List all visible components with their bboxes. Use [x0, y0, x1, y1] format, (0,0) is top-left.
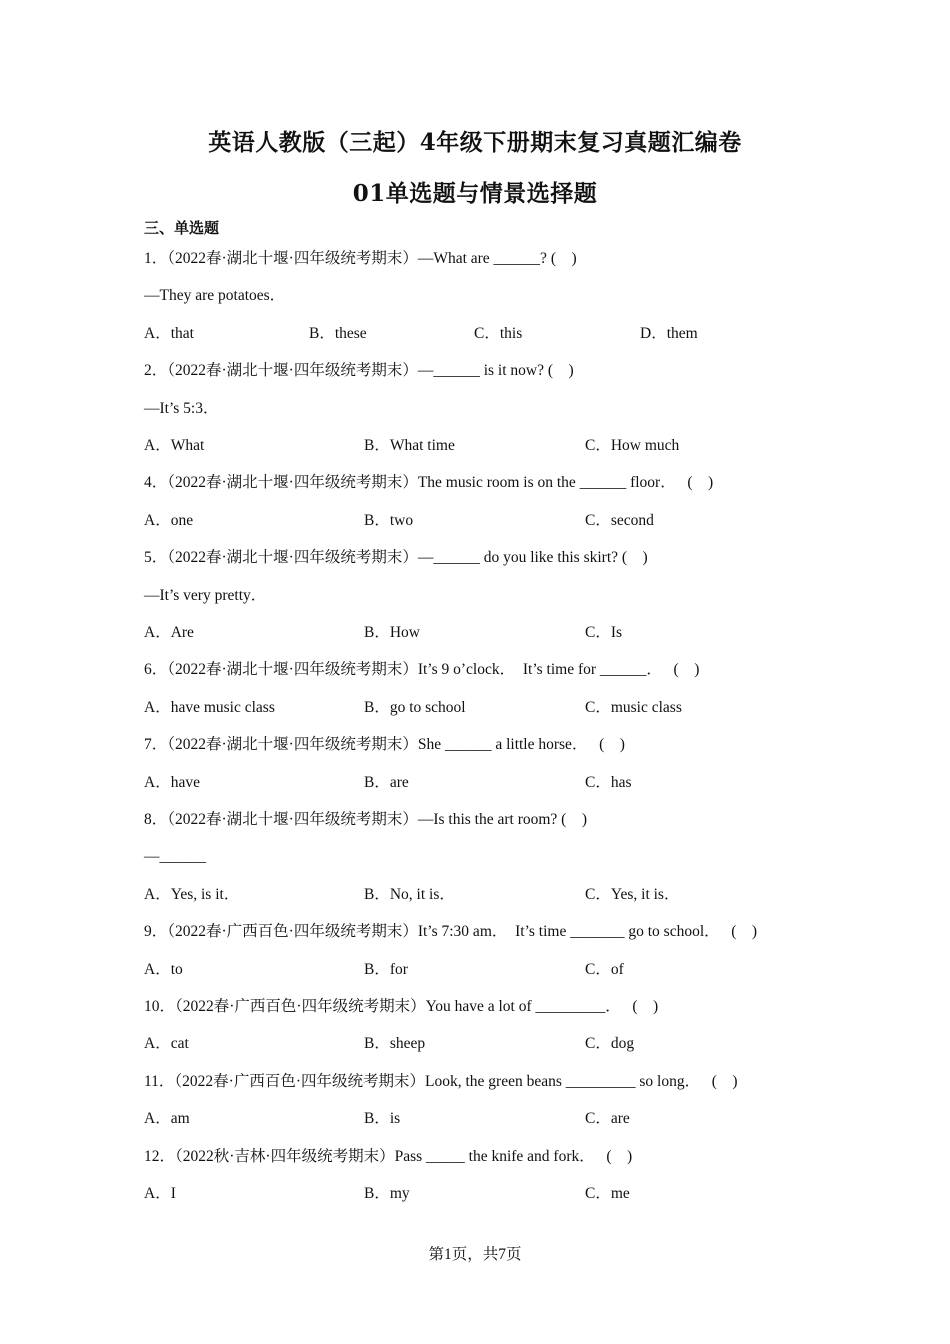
option-b: B．go to school	[364, 698, 466, 716]
option-row	[144, 510, 824, 532]
section-heading: 三、单选题	[144, 219, 220, 237]
option-c: C．are	[585, 1110, 630, 1128]
option-a: A．cat	[144, 1035, 189, 1053]
document-title-line1: 英语人教版（三起）4年级下册期末复习真题汇编卷	[208, 129, 742, 156]
option-row	[144, 1033, 824, 1055]
option-row	[144, 1183, 824, 1205]
option-row	[144, 622, 824, 644]
option-c: C．music class	[585, 698, 682, 716]
option-a: A．have	[144, 773, 200, 791]
question-stem: 5．（2022春·湖北十堰·四年级统考期末）—______ do you like this skirt? ( )	[144, 549, 648, 567]
question-stem: 9．（2022春·广西百色·四年级统考期末）It’s 7:30 am． It’s time _______ go to school． ( )	[144, 923, 758, 941]
option-row	[144, 323, 824, 345]
question-stem: 6．（2022春·湖北十堰·四年级统考期末）It’s 9 o’clock． It’s time for ______． ( )	[144, 661, 700, 679]
option-c: C．dog	[585, 1035, 635, 1053]
option-b: B．No, it is．	[364, 885, 455, 903]
option-row	[144, 435, 824, 457]
option-c: C．Is	[585, 624, 623, 641]
option-b: B．sheep	[364, 1035, 426, 1053]
option-b: B．my	[364, 1185, 410, 1202]
question-stem: 4．（2022春·湖北十堰·四年级统考期末）The music room is on the ______ floor． ( )	[144, 474, 714, 492]
option-row	[144, 772, 824, 794]
question-dialogue-line: —They are potatoes．	[144, 287, 286, 305]
question-stem: 1．（2022春·湖北十堰·四年级统考期末）—What are ______? ( )	[144, 250, 577, 267]
option-b: B．is	[364, 1110, 401, 1128]
question-stem: 12．（2022秋·吉林·四年级统考期末）Pass _____ the knife and fork． ( )	[144, 1147, 633, 1165]
option-row	[144, 884, 824, 906]
page-footer: 第1页，共7页	[428, 1246, 522, 1263]
option-a: A．one	[144, 511, 194, 529]
question-stem: 10．（2022春·广西百色·四年级统考期末）You have a lot of _________． ( )	[144, 998, 659, 1015]
option-d: D．them	[640, 324, 698, 342]
document-title-line2: 01单选题与情景选择题	[352, 180, 598, 207]
option-row	[144, 1108, 824, 1130]
option-a: A．am	[144, 1110, 190, 1128]
option-a: A．Are	[144, 624, 194, 641]
option-b: B．What time	[364, 437, 455, 454]
question-stem: 7．（2022春·湖北十堰·四年级统考期末）She ______ a little horse． ( )	[144, 736, 625, 754]
option-c: C．of	[585, 960, 624, 978]
option-c: C．this	[474, 324, 523, 342]
option-a: A．Yes, is it．	[144, 885, 240, 903]
question-dialogue-line: —It’s 5:3．	[144, 399, 219, 417]
question-stem: 8．（2022春·湖北十堰·四年级统考期末）—Is this the art room? ( )	[144, 811, 587, 828]
option-c: C．How much	[585, 437, 680, 454]
option-a: A．have music class	[144, 698, 275, 716]
option-c: C．has	[585, 773, 632, 791]
option-b: B．How	[364, 624, 420, 641]
question-dialogue-line: —______	[144, 848, 206, 866]
option-b: B．these	[309, 324, 367, 342]
option-c: C．Yes, it is．	[585, 885, 680, 903]
option-c: C．second	[585, 511, 654, 529]
question-dialogue-line: —It’s very pretty．	[144, 586, 267, 604]
option-b: B．are	[364, 773, 409, 791]
option-a: A．to	[144, 960, 183, 978]
option-b: B．two	[364, 511, 414, 529]
option-a: A．that	[144, 324, 194, 342]
option-b: B．for	[364, 960, 408, 978]
option-row	[144, 697, 824, 719]
question-stem: 2．（2022春·湖北十堰·四年级统考期末）—______ is it now? ( )	[144, 362, 574, 380]
option-a: A．What	[144, 437, 205, 454]
option-row	[144, 959, 824, 981]
question-stem: 11．（2022春·广西百色·四年级统考期末）Look, the green beans _________ so long． ( )	[144, 1072, 738, 1090]
option-c: C．me	[585, 1185, 630, 1202]
option-a: A．I	[144, 1185, 176, 1202]
